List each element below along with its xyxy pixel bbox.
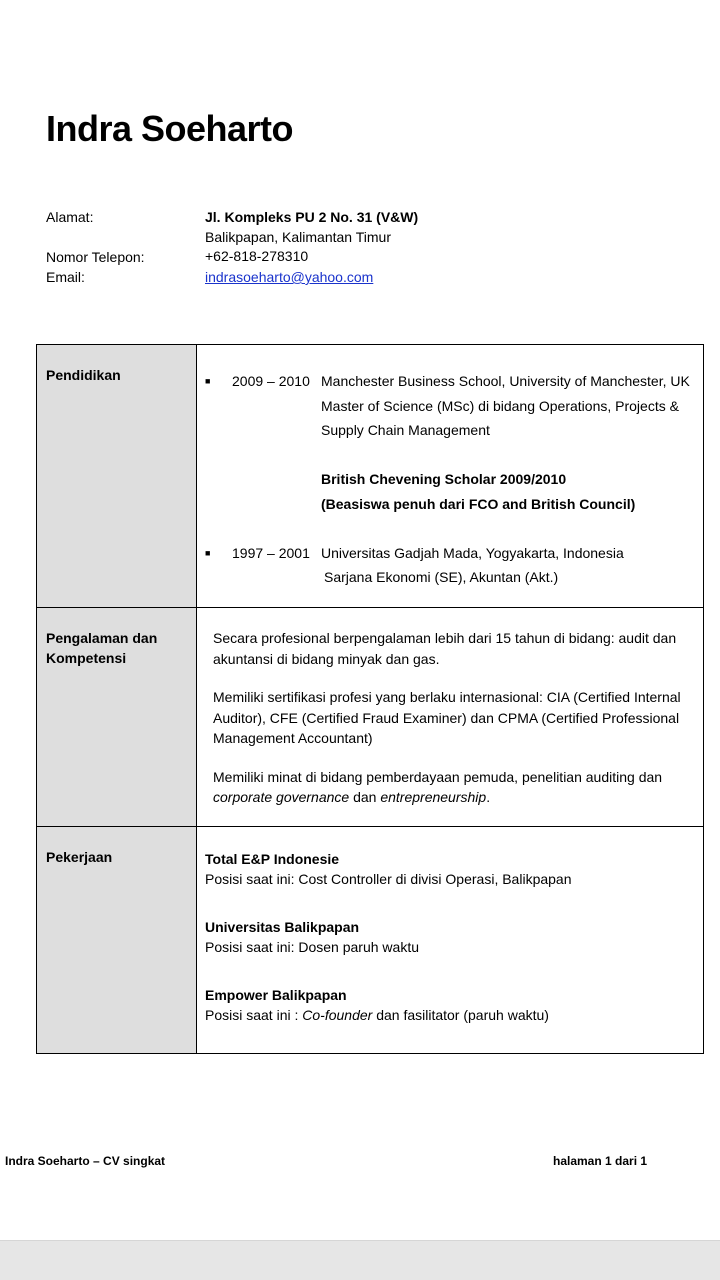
job-position: Posisi saat ini: Cost Controller di divisi Operasi, Balikpapan xyxy=(205,871,572,887)
education-line: Master of Science (MSc) di bidang Operations, Projects & xyxy=(321,397,679,414)
education-line: Sarjana Ekonomi (SE), Akuntan (Akt.) xyxy=(324,569,559,585)
job-item xyxy=(205,985,693,1025)
cv-name: Indra Soeharto xyxy=(46,108,294,149)
jobs-row xyxy=(37,827,704,1054)
cv-table xyxy=(36,344,704,1054)
education-years: 2009 – 2010 xyxy=(232,373,310,389)
scholarship-note: (Beasiswa penuh dari FCO and British Council) xyxy=(321,495,636,512)
education-line: Universitas Gadjah Mada, Yogyakarta, Indonesia xyxy=(321,544,624,561)
experience-paragraph: Secara profesional berpengalaman lebih dari 15 tahun di bidang: audit dan akuntansi di bidang minyak dan gas. xyxy=(213,630,677,667)
jobs-content xyxy=(197,827,704,1054)
education-item xyxy=(205,369,703,516)
job-org: Empower Balikpapan xyxy=(205,987,347,1003)
experience-label: Pengalaman dan Kompetensi xyxy=(37,608,197,827)
email-label: Email: xyxy=(46,269,85,285)
experience-paragraph: Memiliki sertifikasi profesi yang berlaku internasional: CIA (Certified Internal Auditor), CFE (Certified Fraud Examiner) dan CPMA (Certified Professional Management Accountant) xyxy=(213,689,681,746)
experience-row xyxy=(37,608,704,827)
education-years: 1997 – 2001 xyxy=(232,544,310,561)
experience-paragraph: Memiliki minat di bidang pemberdayaan pemuda, penelitian auditing dan corporate governance dan entrepreneurship. xyxy=(213,768,663,805)
bullet-icon: ■ xyxy=(205,547,211,558)
phone-label: Nomor Telepon: xyxy=(46,249,145,265)
address-line-1: Jl. Kompleks PU 2 No. 31 (V&W) xyxy=(205,209,419,225)
footer-right: halaman 1 dari 1 xyxy=(553,1154,648,1168)
footer-left: Indra Soeharto – CV singkat xyxy=(5,1154,166,1168)
education-label: Pendidikan xyxy=(37,345,197,608)
bottom-bar xyxy=(0,1240,720,1280)
job-item xyxy=(205,917,693,957)
scholarship-title: British Chevening Scholar 2009/2010 xyxy=(321,471,567,487)
experience-content xyxy=(197,608,704,827)
job-item xyxy=(205,849,693,889)
email-link[interactable]: indrasoeharto@yahoo.com xyxy=(205,269,374,285)
address-line-2: Balikpapan, Kalimantan Timur xyxy=(205,229,391,245)
job-org: Total E&P Indonesie xyxy=(205,851,340,867)
education-content xyxy=(197,345,704,608)
address-label: Alamat: xyxy=(46,209,94,225)
education-item xyxy=(205,541,703,590)
education-row xyxy=(37,345,704,608)
education-line: Manchester Business School, University of Manchester, UK xyxy=(321,373,690,389)
education-line: Supply Chain Management xyxy=(321,422,490,438)
bullet-icon: ■ xyxy=(205,376,211,386)
jobs-label: Pekerjaan xyxy=(37,827,197,1054)
job-org: Universitas Balikpapan xyxy=(205,919,360,935)
job-position: Posisi saat ini : Co-founder dan fasilitator (paruh waktu) xyxy=(205,1007,549,1023)
job-position: Posisi saat ini: Dosen paruh waktu xyxy=(205,939,419,955)
phone-value: +62-818-278310 xyxy=(205,248,309,264)
